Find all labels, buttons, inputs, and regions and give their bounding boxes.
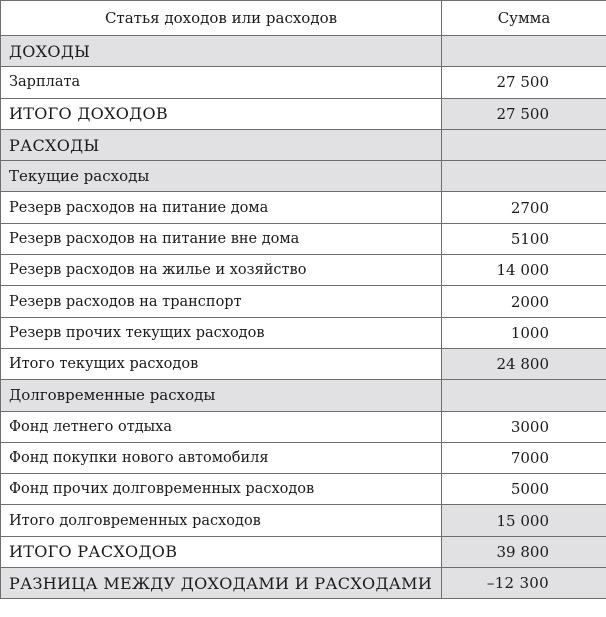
row-amount [442,129,606,160]
row-label: Резерв расходов на жилье и хозяйство [1,255,442,286]
row-amount: 2700 [442,192,606,223]
row-label: Текущие расходы [1,161,442,192]
table-row-section [1,36,606,67]
row-amount: 3000 [442,411,606,442]
row-amount [442,161,606,192]
table-row-item [1,255,606,286]
row-label: Резерв расходов на питание вне дома [1,223,442,254]
row-label: Итого текущих расходов [1,348,442,379]
row-amount: 15 000 [442,505,606,536]
row-label: Долговременные расходы [1,380,442,411]
table-row-subtotal [1,505,606,536]
table-row-item [1,286,606,317]
row-label: Резерв расходов на питание дома [1,192,442,223]
row-label: РАСХОДЫ [1,129,442,160]
row-label: ДОХОДЫ [1,36,442,67]
table-row-item [1,317,606,348]
row-label: РАЗНИЦА МЕЖДУ ДОХОДАМИ И РАСХОДАМИ [1,568,442,599]
row-amount: 5000 [442,474,606,505]
row-amount: 27 500 [442,67,606,98]
row-amount: 1000 [442,317,606,348]
table-row-item [1,223,606,254]
row-label: Фонд прочих долговременных расходов [1,474,442,505]
table-row-item [1,442,606,473]
row-amount: 14 000 [442,255,606,286]
table-row-subsection [1,380,606,411]
row-label: Резерв расходов на транспорт [1,286,442,317]
table-row-subtotal [1,348,606,379]
table-row-total [1,98,606,129]
table-row-subsection [1,161,606,192]
row-amount [442,36,606,67]
table-header-row [1,1,606,36]
row-label: Зарплата [1,67,442,98]
row-label: Резерв прочих текущих расходов [1,317,442,348]
table-body [1,36,606,599]
row-label: ИТОГО ДОХОДОВ [1,98,442,129]
row-amount: 24 800 [442,348,606,379]
table-row-item [1,67,606,98]
row-label: Итого долговременных расходов [1,505,442,536]
table-row-total [1,536,606,567]
table-row-item [1,474,606,505]
row-amount: –12 300 [442,568,606,599]
table-row-grand [1,568,606,599]
column-header-item: Статья доходов или расходов [1,1,442,36]
table-row-section [1,129,606,160]
row-amount: 5100 [442,223,606,254]
row-label: Фонд летнего отдыха [1,411,442,442]
row-label: Фонд покупки нового автомобиля [1,442,442,473]
row-amount: 7000 [442,442,606,473]
row-amount: 39 800 [442,536,606,567]
column-header-amount: Сумма [442,1,606,36]
row-amount: 2000 [442,286,606,317]
row-label: ИТОГО РАСХОДОВ [1,536,442,567]
row-amount [442,380,606,411]
table-row-item [1,192,606,223]
row-amount: 27 500 [442,98,606,129]
table-row-item [1,411,606,442]
